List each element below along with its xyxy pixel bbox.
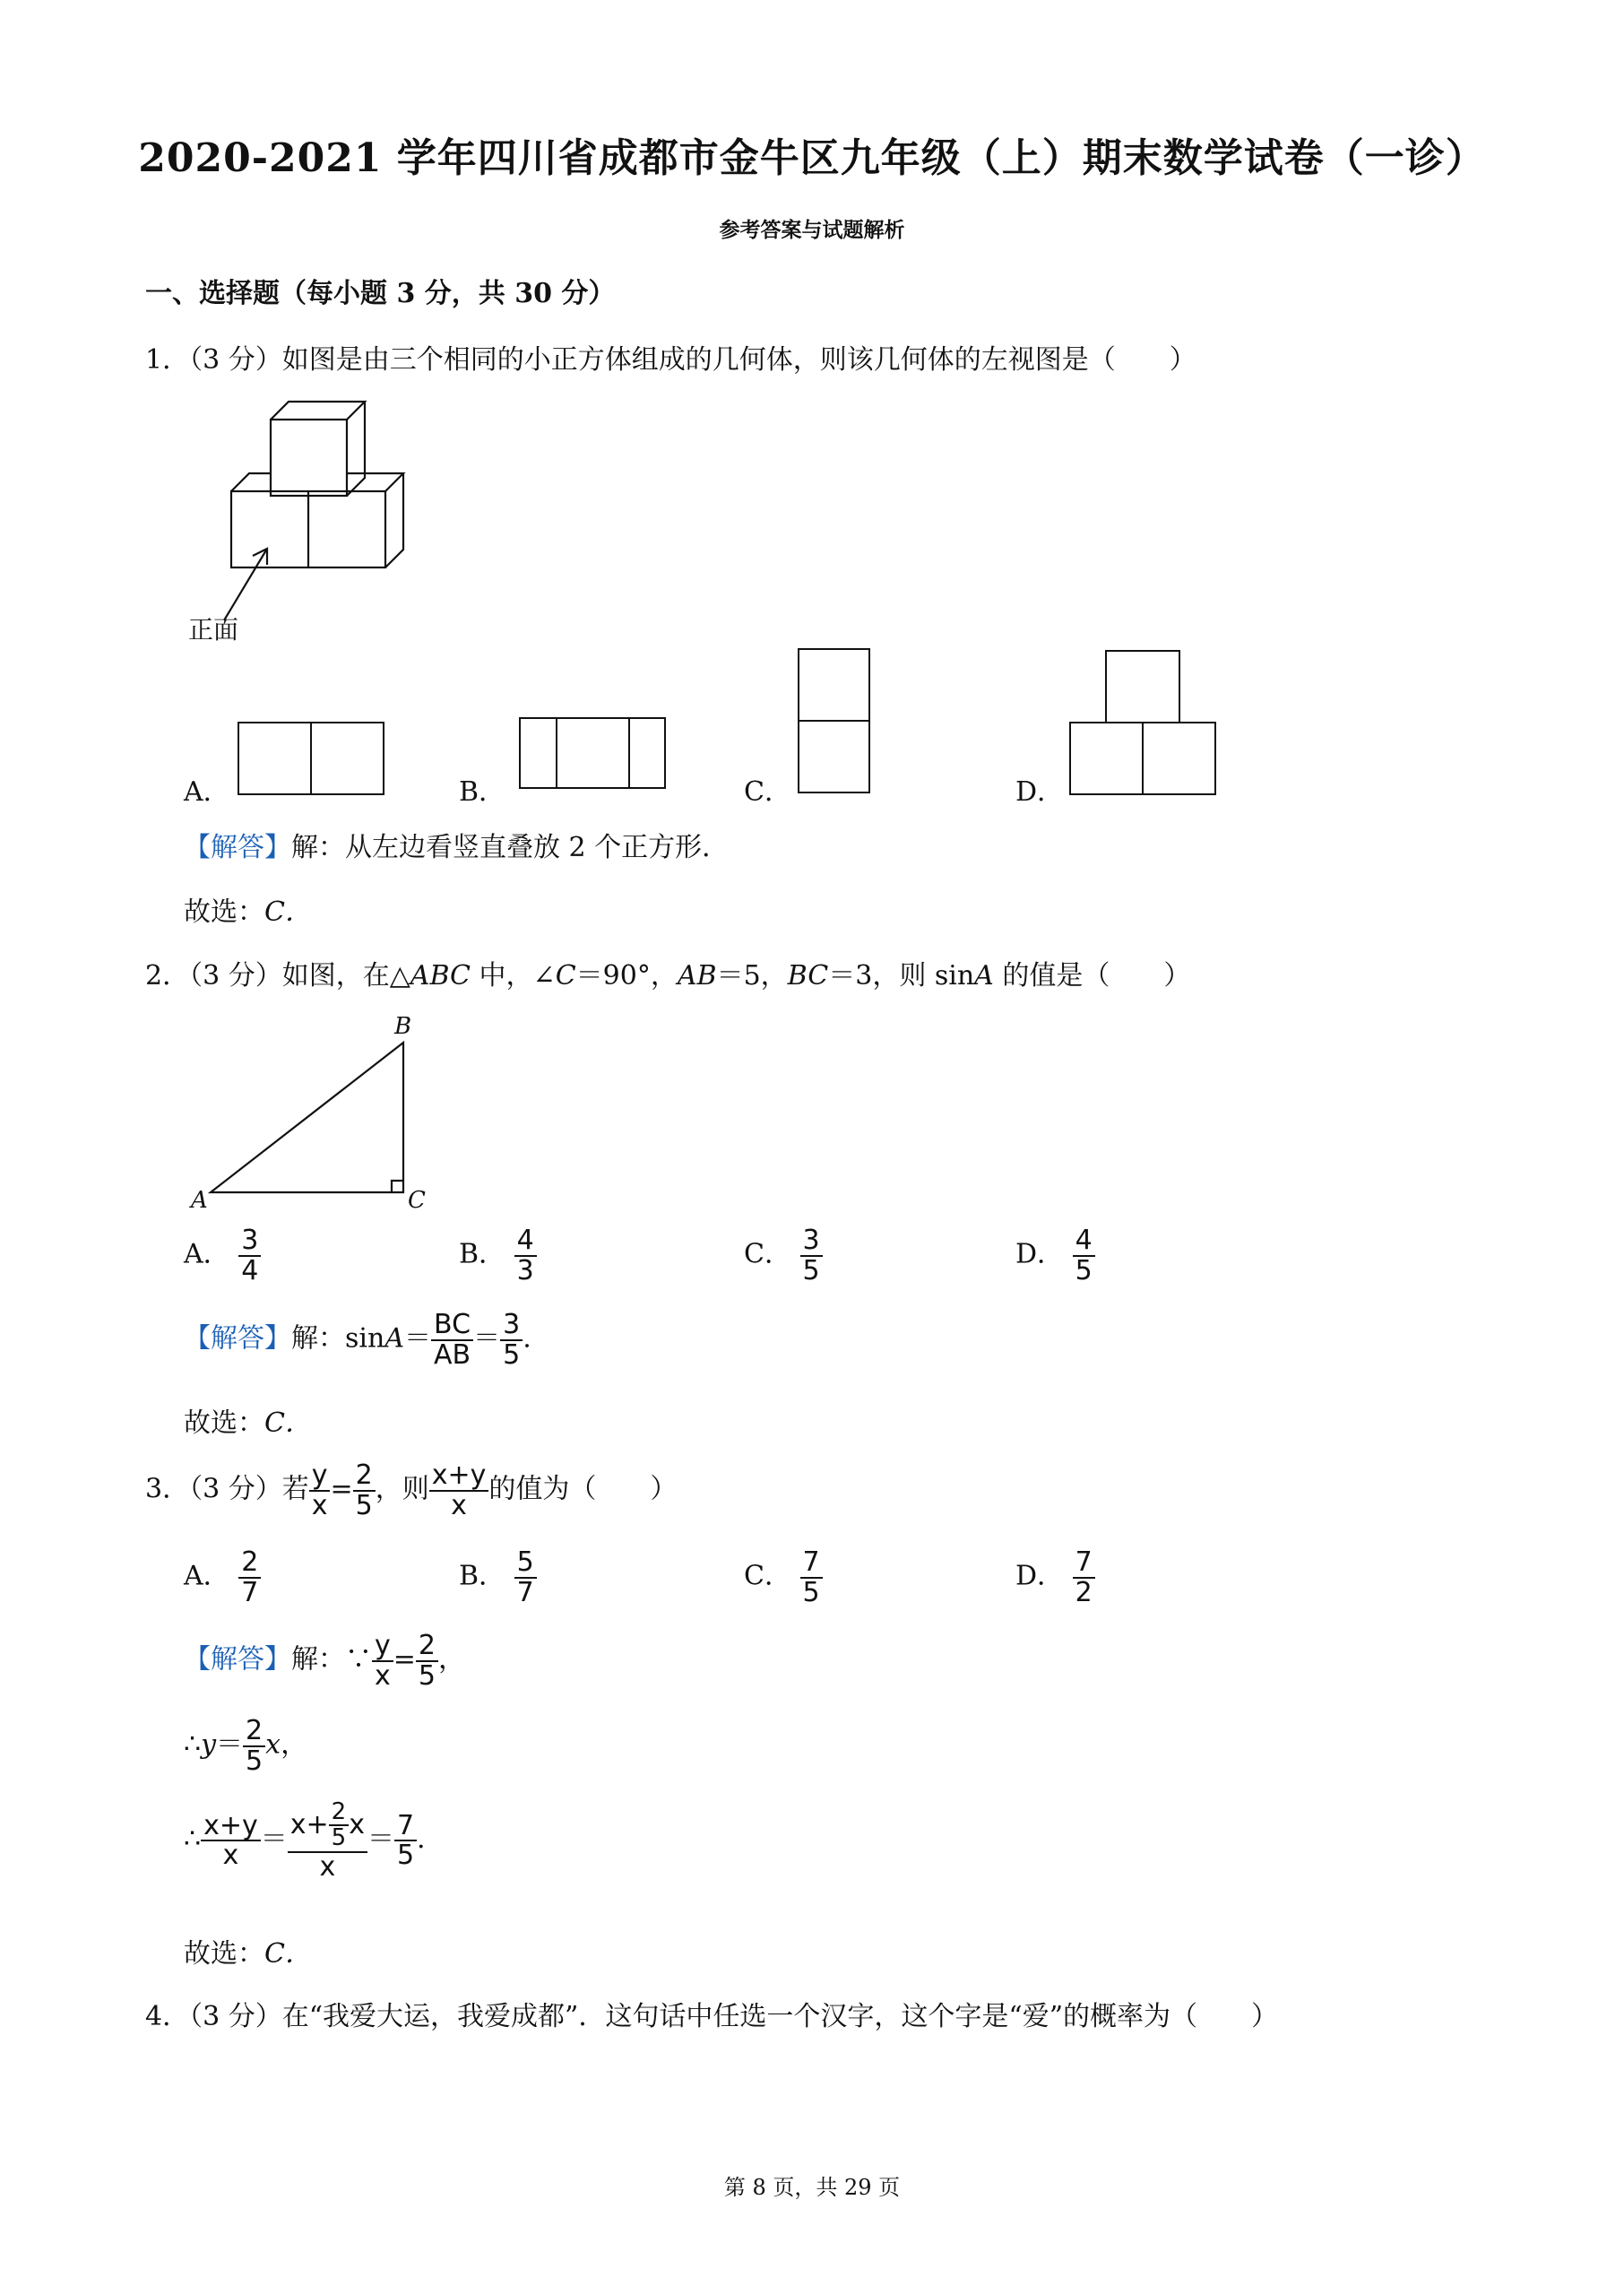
q3-choice: 故选：C． [184, 1938, 312, 1970]
q2-answer: 【解答】解：sinA＝ $\frac{BC}{AB}$ ＝ $\frac{3}{5}$ . [184, 1309, 531, 1371]
page-subtitle: 参考答案与试题解析 [719, 218, 905, 242]
q2-option-b: B． $\frac{4}{3}$ [459, 1226, 537, 1285]
q3-option-c: C． $\frac{7}{5}$ [744, 1548, 823, 1606]
q2-triangle-figure [184, 1009, 453, 1215]
q1-option-a-figure [237, 721, 387, 798]
q3-answer-line3: ∴ $\frac{x+y}{x}$ ＝ x+ $\frac{2}{5}$ x x ＝ $\frac{7}{5}$ . [184, 1798, 426, 1883]
choice-value: C． [264, 896, 312, 928]
vertex-c-label: C [408, 1187, 426, 1214]
q1-option-d-figure [1068, 649, 1219, 798]
q2-choice: 故选：C． [184, 1407, 312, 1439]
answer-text: 解：从左边看竖直叠放 2 个正方形． [291, 832, 730, 863]
page-footer: 第 8 页，共 29 页 [723, 2175, 901, 2200]
q2-option-d: D． $\frac{4}{5}$ [1015, 1226, 1095, 1285]
answer-tag: 【解答】 [184, 832, 291, 863]
choice-prefix: 故选： [184, 896, 264, 928]
q2-option-a: A． $\frac{3}{4}$ [184, 1226, 261, 1285]
q3-option-d: D． $\frac{7}{2}$ [1015, 1548, 1095, 1606]
q1-option-c-figure [797, 647, 872, 796]
q1-option-b-figure [518, 716, 669, 792]
vertex-b-label: B [394, 1013, 412, 1040]
q1-option-c-label: C． [744, 776, 791, 808]
page-title: 2020-2021 学年四川省成都市金牛区九年级（上）期末数学试卷（一诊） [138, 135, 1486, 181]
q1-option-d-label: D． [1015, 776, 1065, 808]
q3-answer-line1: 【解答】解：∵ $\frac{y}{x}$ = $\frac{2}{5}$ ， [184, 1630, 465, 1692]
q1-choice [184, 889, 312, 929]
q2-option-c: C． $\frac{3}{5}$ [744, 1226, 823, 1285]
q1-answer [184, 825, 729, 864]
vertex-a-label: A [191, 1187, 208, 1214]
q3-answer-line2: ∴y＝ $\frac{2}{5}$ x， [184, 1715, 308, 1777]
q4-stem: 4．（3 分）在“我爱大运，我爱成都”．这句话中任选一个汉字，这个字是“爱”的概率为（ ） [145, 2001, 1279, 2032]
q1-front-label: 正面 [188, 615, 239, 645]
q1-figure [170, 385, 439, 645]
q1-option-a-label: A． [184, 776, 230, 808]
q1-stem: 1．（3 分）如图是由三个相同的小正方体组成的几何体，则该几何体的左视图是（ ） [145, 344, 1196, 376]
q3-stem: 3．（3 分）若 $\frac{y}{x}$ = $\frac{2}{5}$ ，则 $\frac{x+y}{x}$ 的值为（ ） [145, 1459, 678, 1521]
q1-option-b-label: B． [459, 776, 506, 808]
q3-option-b: B． $\frac{5}{7}$ [459, 1548, 537, 1606]
q3-option-a: A． $\frac{2}{7}$ [184, 1548, 261, 1606]
section-heading: 一、选择题（每小题 3 分，共 30 分） [145, 278, 616, 309]
q2-stem: 2．（3 分）如图，在△ABC 中，∠C＝90°，AB＝5，BC＝3，则 sinA 的值是（ ） [145, 960, 1191, 992]
